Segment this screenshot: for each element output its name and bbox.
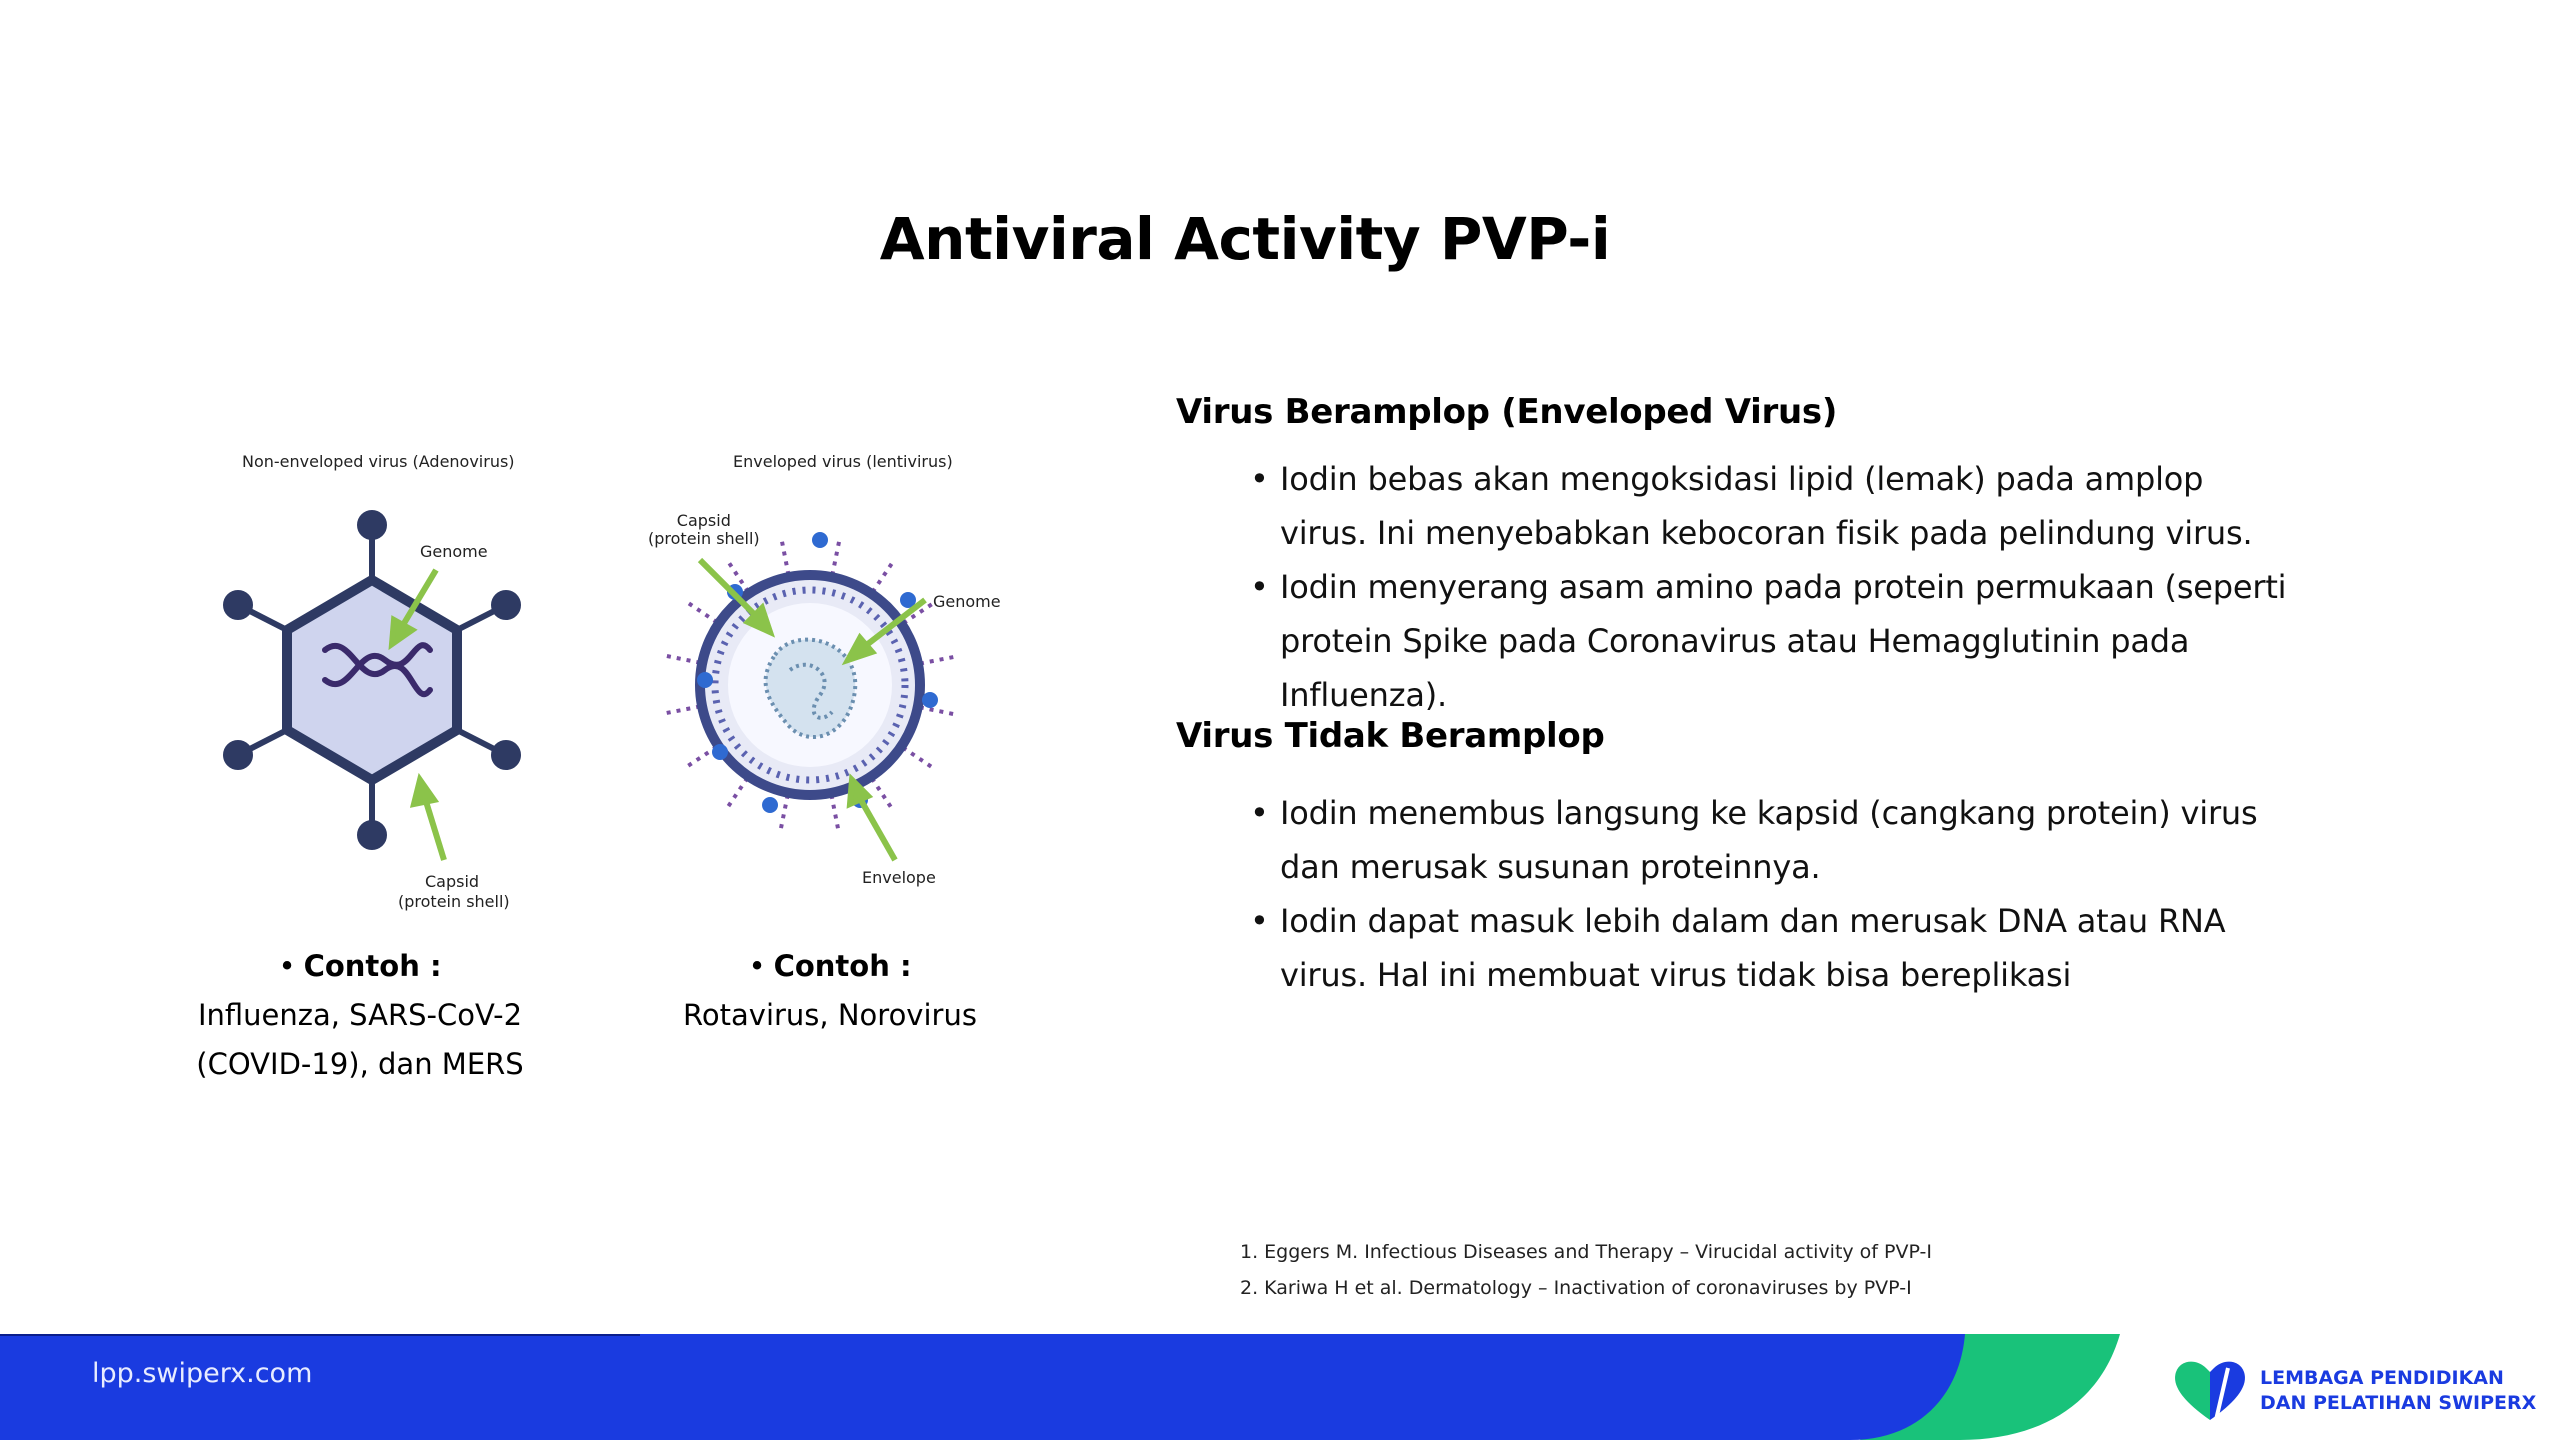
envelope-label: Envelope xyxy=(862,868,936,887)
footer-url-link[interactable]: lpp.swiperx.com xyxy=(92,1358,313,1389)
list-item-text: Iodin bebas akan mengoksidasi lipid (lemak) pada amplop virus. Ini menyebabkan kebocoran fisik pada pelindung virus. xyxy=(1280,460,2253,552)
enveloped-virus-figure xyxy=(610,440,1010,900)
bullet-icon: • xyxy=(748,949,766,983)
non-enveloped-virus-figure xyxy=(200,440,560,920)
example-label: Contoh : xyxy=(773,949,912,983)
reference-item: 1. Eggers M. Infectious Diseases and Therapy – Virucidal activity of PVP-I xyxy=(1240,1241,1932,1263)
virus-spike xyxy=(920,707,957,715)
example-line: (COVID-19), dan MERS xyxy=(196,1047,524,1081)
example-heading xyxy=(170,942,550,991)
bullet-icon: • xyxy=(1250,568,1269,606)
virus-spike xyxy=(780,795,788,832)
virus-spike xyxy=(663,706,700,713)
footer xyxy=(0,1334,2560,1440)
example-line: Influenza, SARS-CoV-2 xyxy=(197,998,523,1032)
capsid-sub-label: (protein shell) xyxy=(398,892,510,911)
bullet-icon: • xyxy=(1250,794,1269,832)
virus-spike xyxy=(686,601,718,622)
bullet-list-non-enveloped xyxy=(1250,786,2290,1002)
virus-spike xyxy=(903,748,935,769)
footer-band xyxy=(0,1334,2120,1440)
capsid-label-line: Capsid xyxy=(676,511,731,530)
list-item xyxy=(1250,894,2290,1002)
example-line: Rotavirus, Norovirus xyxy=(683,998,977,1032)
genome-label: Genome xyxy=(933,592,1001,611)
brand-logo xyxy=(2170,1354,2540,1424)
virus-spike xyxy=(726,778,747,810)
list-item xyxy=(1250,786,2290,894)
brand-line: DAN PELATIHAN SWIPERX xyxy=(2260,1392,2537,1414)
heart-logo-icon xyxy=(2170,1354,2250,1424)
adenovirus-illustration xyxy=(200,440,560,920)
capsid-label xyxy=(425,872,479,891)
virus-spike xyxy=(920,656,957,663)
capsid-sub-label: (protein shell) xyxy=(648,529,760,548)
section-heading-non-enveloped: Virus Tidak Beramplop xyxy=(1176,716,1605,756)
figure-caption: Non-enveloped virus (Adenovirus) xyxy=(242,452,515,471)
list-item-text: Iodin menembus langsung ke kapsid (cangkang protein) virus dan merusak susunan proteinnya. xyxy=(1280,794,2258,886)
figure-caption: Enveloped virus (lentivirus) xyxy=(733,452,953,471)
virus-spike xyxy=(781,538,788,575)
example-label: Contoh : xyxy=(303,949,442,983)
bullet-icon: • xyxy=(278,949,296,983)
bullet-icon: • xyxy=(1250,460,1269,498)
virus-spike xyxy=(872,778,893,810)
brand-line: LEMBAGA PENDIDIKAN xyxy=(2260,1367,2504,1389)
list-item-text: Iodin dapat masuk lebih dalam dan merusak DNA atau RNA virus. Hal ini membuat virus tidak bisa bereplikasi xyxy=(1280,902,2226,994)
virus-spike xyxy=(832,538,840,575)
virus-spike xyxy=(663,655,700,663)
section-heading-enveloped: Virus Beramplop (Enveloped Virus) xyxy=(1176,392,1838,432)
list-item xyxy=(1250,452,2290,560)
virus-spike xyxy=(873,561,894,593)
brand-name xyxy=(2260,1366,2536,1416)
example-non-enveloped xyxy=(170,942,550,1089)
list-item-text: Iodin menyerang asam amino pada protein permukaan (seperti protein Spike pada Coronavirus atau Hemagglutinin pada Influenza). xyxy=(1280,568,2287,714)
slide-title: Antiviral Activity PVP-i xyxy=(879,205,1611,273)
bullet-icon: • xyxy=(1250,902,1269,940)
example-enveloped xyxy=(660,942,1000,1040)
capsid-label xyxy=(648,512,760,548)
capsid-label-line: Capsid xyxy=(425,872,480,891)
example-heading xyxy=(660,942,1000,991)
references xyxy=(1240,1234,1932,1306)
list-item xyxy=(1250,560,2290,722)
bullet-list-enveloped xyxy=(1250,452,2290,722)
reference-item: 2. Kariwa H et al. Dermatology – Inactivation of coronaviruses by PVP-I xyxy=(1240,1277,1912,1299)
lentivirus-illustration xyxy=(610,440,1010,900)
virus-spike xyxy=(685,747,717,768)
genome-label: Genome xyxy=(420,542,488,561)
virus-spike xyxy=(831,795,838,832)
